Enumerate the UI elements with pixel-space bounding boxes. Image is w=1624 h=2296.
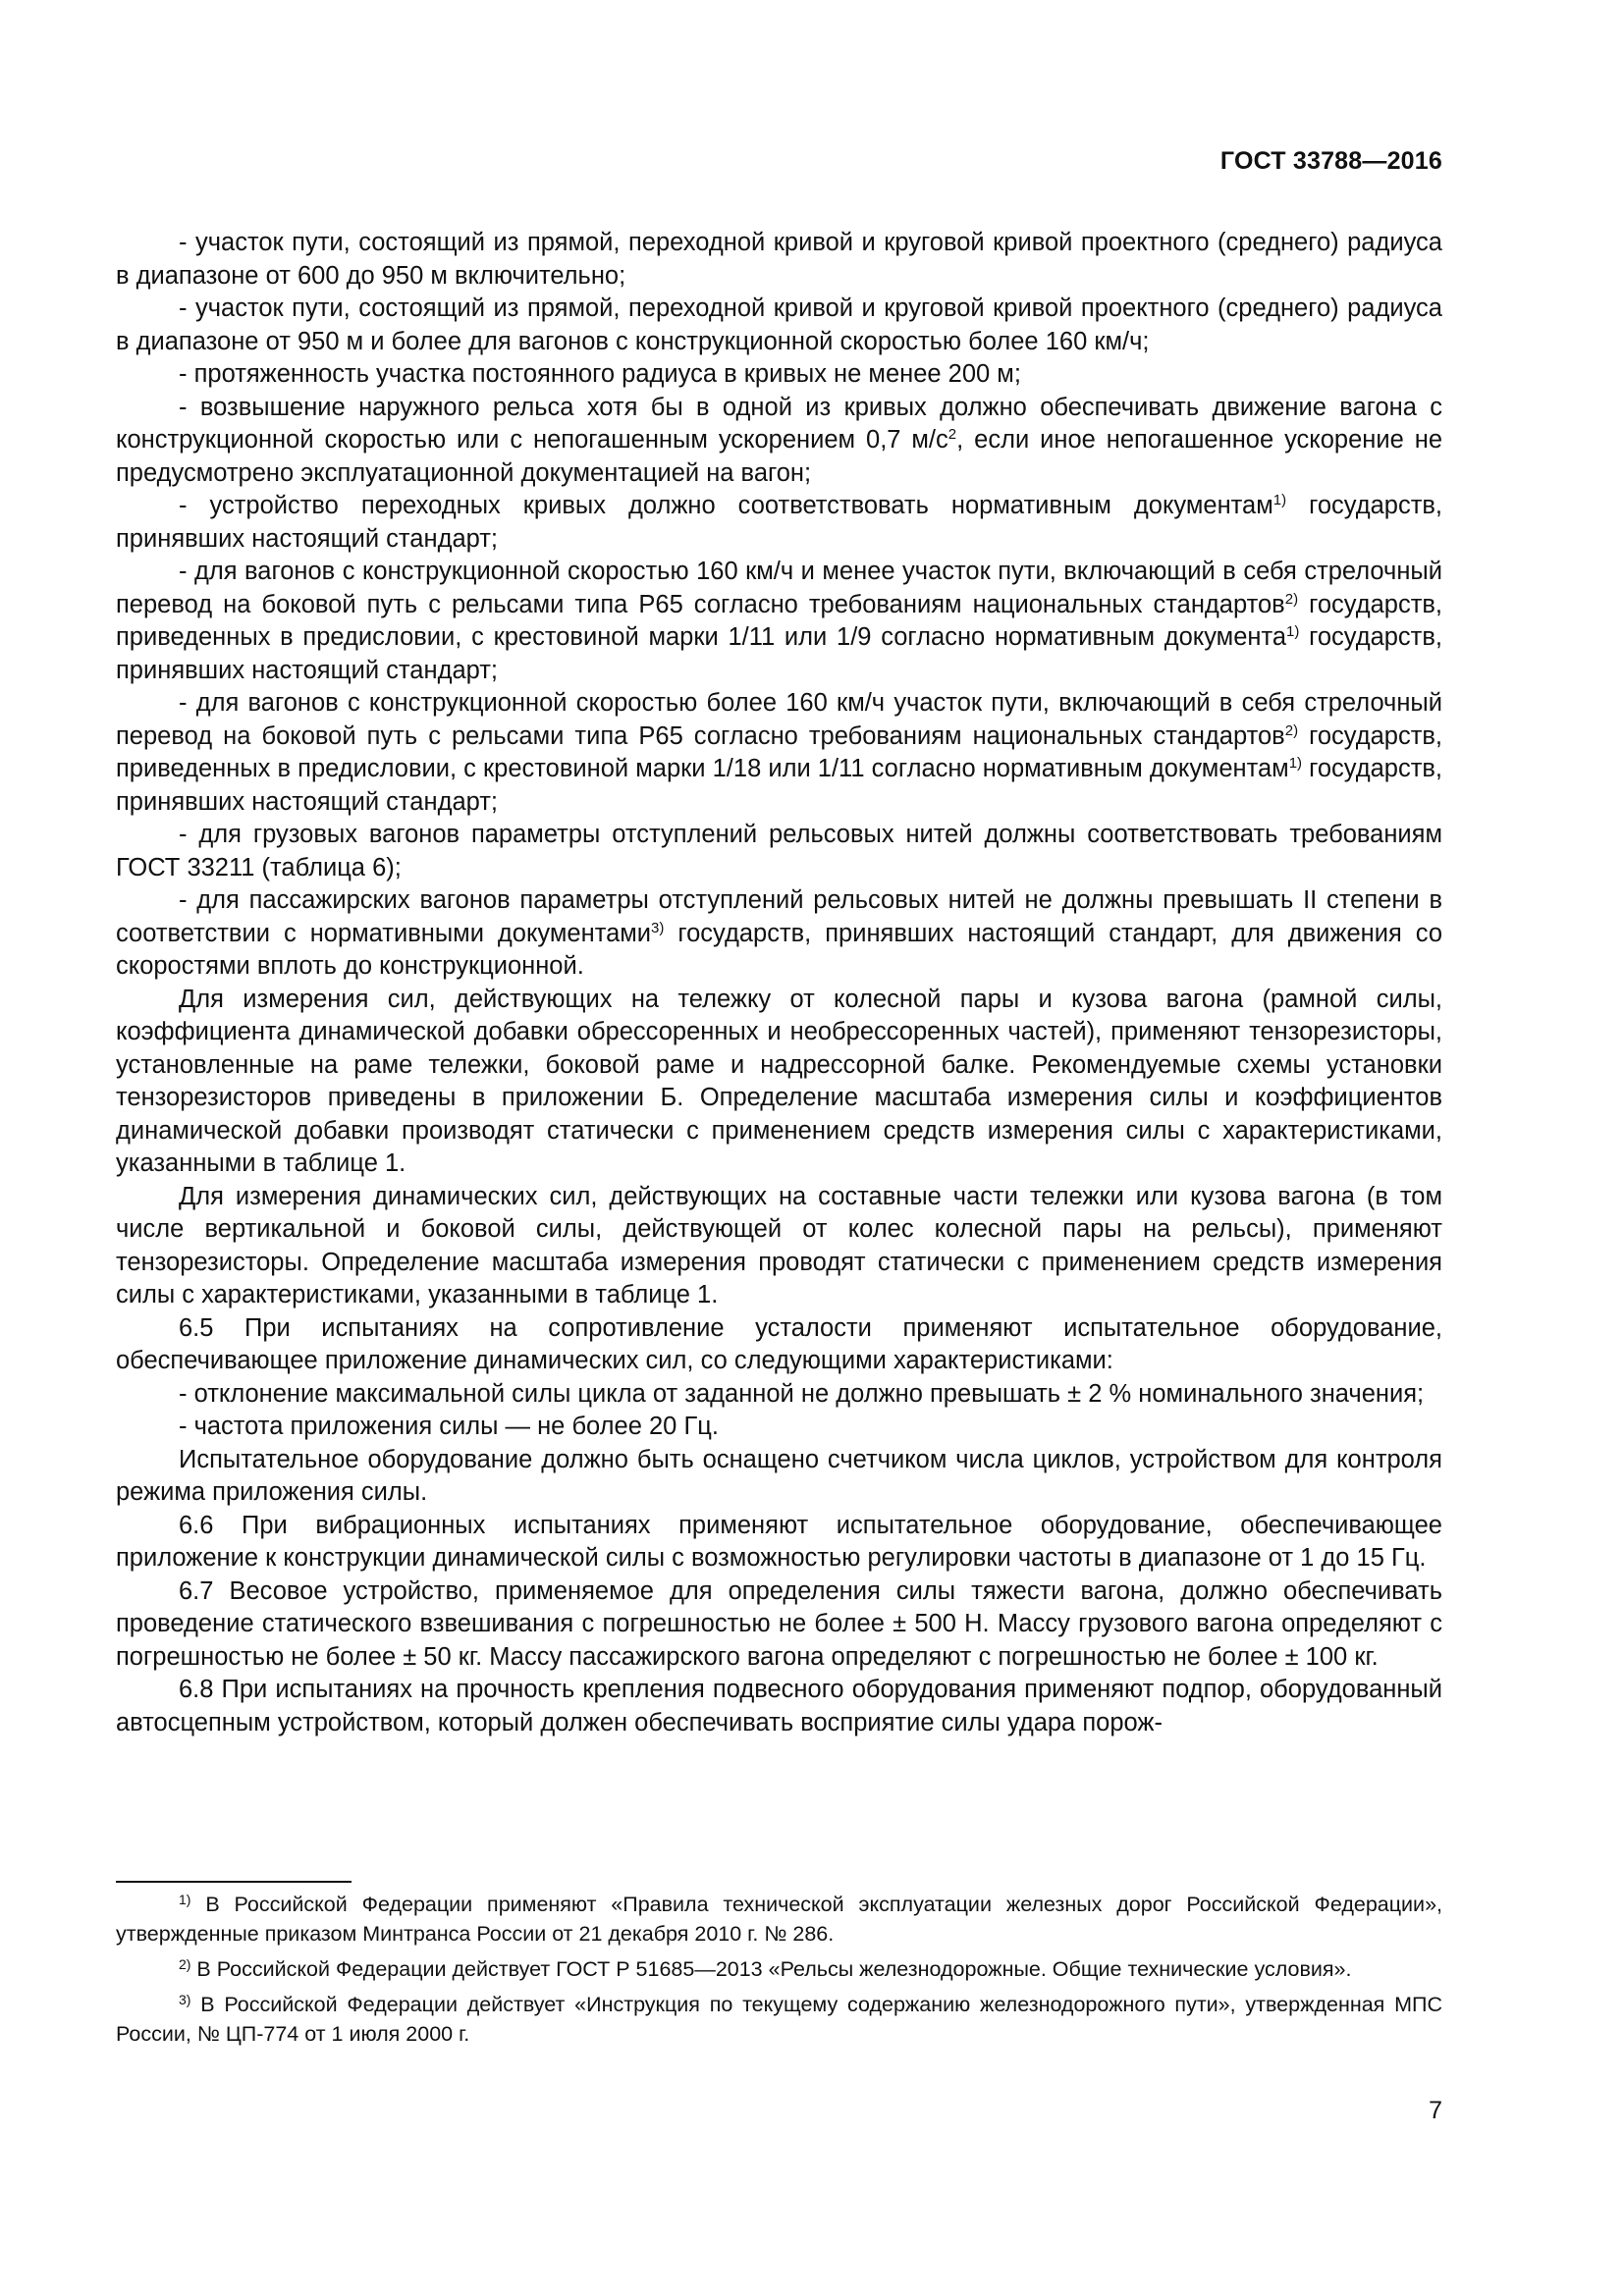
footnote <box>116 1954 1442 1984</box>
text-run: государств, принявших настоящий стандарт, для движения со скоростями вплоть до конструкционной. <box>116 919 1442 980</box>
body-paragraph <box>116 884 1442 984</box>
body-paragraph <box>116 293 1442 358</box>
footnote-mark: 3) <box>179 1992 191 2007</box>
page-number: 7 <box>1429 2097 1442 2124</box>
footnote-reference: 2) <box>1284 590 1299 608</box>
body-paragraph <box>116 819 1442 884</box>
text-run: государств, приведенных в предисловии, с крестовиной марки 1/18 или 1/11 согласно нормативным документам <box>116 721 1443 782</box>
text-run: 6.6 При вибрационных испытаниях применяют испытательное оборудование, обеспечивающее приложение к конструкции динамической силы с возможностью регулировки частоты в диапазоне от 1 до 15 Гц. <box>116 1511 1442 1572</box>
body-paragraph <box>116 1181 1442 1312</box>
text-run: государств, приведенных в предисловии, с крестовиной марки 1/11 или 1/9 согласно нормативным документа <box>116 590 1443 651</box>
body-paragraph <box>116 1312 1442 1378</box>
body-paragraph <box>116 984 1442 1181</box>
text-run: - возвышение наружного рельса хотя бы в одной из кривых должно обеспечивать движение вагона с конструкционной скоростью или с непогашенным ускорением 0,7 м/с <box>116 393 1442 454</box>
text-run: государств, принявших настоящий стандарт; <box>116 755 1443 816</box>
body-paragraph <box>116 687 1442 819</box>
body-paragraph <box>116 1510 1442 1575</box>
footnote-reference: 3) <box>651 919 665 936</box>
text-run: - протяженность участка постоянного радиуса в кривых не менее 200 м; <box>179 360 1021 388</box>
text-run: государств, принявших настоящий стандарт; <box>116 492 1443 553</box>
document-code-header: ГОСТ 33788—2016 <box>1219 147 1442 175</box>
body-paragraph <box>116 1411 1442 1444</box>
footnote-text: В Российской Федерации применяют «Правила технической эксплуатации железных дорог Российской Федерации», утвержденные приказом Минтранса России от 21 декабря 2010 г. № 286. <box>116 1893 1442 1946</box>
footnote-separator <box>116 1881 352 1883</box>
body-paragraph <box>116 1674 1442 1739</box>
body-paragraph <box>116 490 1442 556</box>
footnote-text: В Российской Федерации действует «Инструкция по текущему содержанию железнодорожного пути», утвержденная МПС России, № ЦП-774 от 1 июля 2000 г. <box>116 1993 1442 2046</box>
text-run: Для измерения динамических сил, действующих на составные части тележки или кузова вагона (в том числе вертикальной и боковой силы, действующей от колес колесной пары на рельсы), применяют тензорезисторы. Определение масштаба измерения проводят статически с применением средств измерения силы с характеристиками, указанными в таблице 1. <box>116 1182 1442 1308</box>
footnote-mark: 1) <box>179 1892 191 1907</box>
body-paragraph <box>116 556 1442 687</box>
body-paragraph <box>116 1575 1442 1675</box>
footnote-reference: 2) <box>1284 721 1299 739</box>
body-paragraph <box>116 1378 1442 1412</box>
text-run: - частота приложения силы — не более 20 Гц. <box>179 1413 719 1440</box>
text-run: - для вагонов с конструкционной скоростью более 160 км/ч участок пути, включающий в себя стрелочный перевод на боковой путь с рельсами типа Р65 согласно требованиям национальных стандартов <box>116 689 1442 750</box>
text-run: - устройство переходных кривых должно соответствовать нормативным документам <box>179 492 1273 519</box>
body-paragraph <box>116 392 1442 491</box>
footnote <box>116 1990 1442 2049</box>
footnote-reference: 1) <box>1286 623 1300 640</box>
footnote-text: В Российской Федерации действует ГОСТ Р 51685—2013 «Рельсы железнодорожные. Общие технические условия». <box>190 1957 1352 1981</box>
footnote-reference: 1) <box>1288 755 1303 772</box>
text-run: , если иное непогашенное ускорение не предусмотрено эксплуатационной документацией на вагон; <box>116 426 1443 487</box>
text-run: - для вагонов с конструкционной скоростью 160 км/ч и менее участок пути, включающий в себя стрелочный перевод на боковой путь с рельсами типа Р65 согласно требованиям национальных стандартов <box>116 558 1442 618</box>
text-run: 6.8 При испытаниях на прочность крепления подвесного оборудования применяют подпор, оборудованный автосцепным устройством, который должен обеспечивать восприятие силы удара порож- <box>116 1676 1442 1736</box>
text-run: - для пассажирских вагонов параметры отступлений рельсовых нитей не должны превышать II степени в соответствии с нормативными документами <box>116 886 1442 947</box>
footnote-mark: 2) <box>179 1956 191 1972</box>
text-run: - участок пути, состоящий из прямой, переходной кривой и круговой кривой проектного (среднего) радиуса в диапазоне от 950 м и более для вагонов с конструкционной скоростью более 160 км/ч; <box>116 294 1442 355</box>
text-run: Испытательное оборудование должно быть оснащено счетчиком числа циклов, устройством для контроля режима приложения силы. <box>116 1445 1442 1506</box>
body-paragraph <box>116 1444 1442 1510</box>
text-run: 6.7 Весовое устройство, применяемое для определения силы тяжести вагона, должно обеспечивать проведение статического взвешивания с погрешностью не более ± 500 Н. Массу грузового вагона определяют с погрешностью не более ± 50 кг. Массу пассажирского вагона определяют с погрешностью не более ± 100 кг. <box>116 1576 1442 1671</box>
text-run: - участок пути, состоящий из прямой, переходной кривой и круговой кривой проектного (среднего) радиуса в диапазоне от 600 до 950 м включительно; <box>116 229 1442 290</box>
text-run: 6.5 При испытаниях на сопротивление усталости применяют испытательное оборудование, обеспечивающее приложение динамических сил, со следующими характеристиками: <box>116 1313 1442 1374</box>
body-paragraph <box>116 358 1442 392</box>
body-paragraph <box>116 227 1442 293</box>
footnote <box>116 1890 1442 1949</box>
text-run: Для измерения сил, действующих на тележку от колесной пары и кузова вагона (рамной силы, коэффициента динамической добавки обрессоренных и необрессоренных частей), применяют тензорезисторы, установленные на раме тележки, боковой раме и надрессорной балке. Рекомендуемые схемы установки тензорезисторов приведены в приложении Б. Определение масштаба измерения силы и коэффициентов динамической добавки производят статически с применением средств измерения силы с характеристиками, указанными в таблице 1. <box>116 985 1442 1177</box>
text-run: - для грузовых вагонов параметры отступлений рельсовых нитей должны соответствовать требованиям ГОСТ 33211 (таблица 6); <box>116 821 1442 881</box>
text-run: - отклонение максимальной силы цикла от заданной не должно превышать ± 2 % номинального значения; <box>179 1379 1425 1408</box>
body-text <box>116 227 1442 1739</box>
footnote-reference: 2 <box>947 426 957 443</box>
footnote-reference: 1) <box>1272 492 1287 508</box>
text-run: государств, принявших настоящий стандарт; <box>116 623 1442 684</box>
footnotes <box>116 1890 1442 2055</box>
